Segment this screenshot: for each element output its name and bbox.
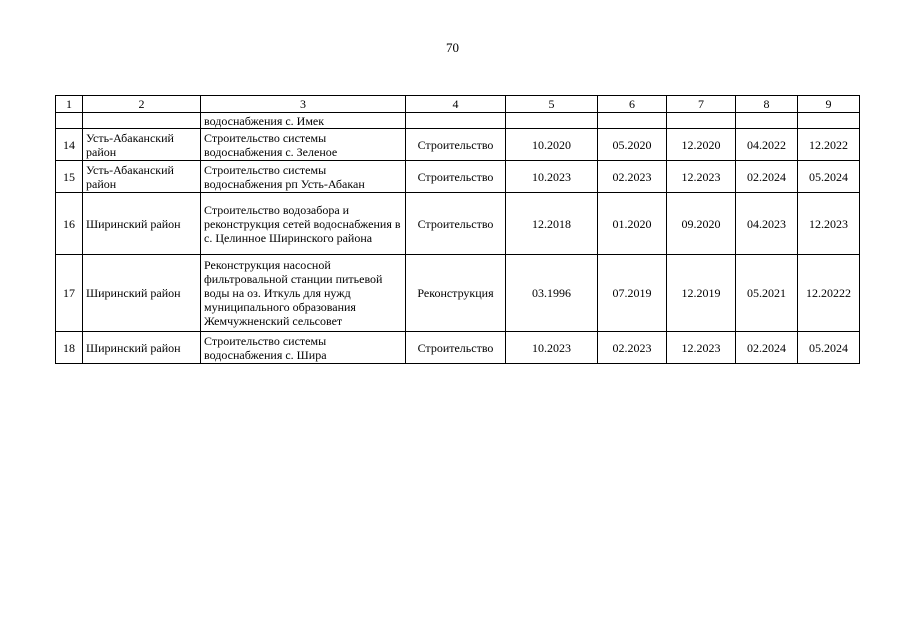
table-cell — [667, 113, 736, 129]
work-type-cell: Строительство — [406, 161, 506, 193]
object-cell: Реконструкция насосной фильтровальной станции питьевой воды на оз. Иткуль для нужд муниципального образования Жемчужненский сельсовет — [201, 255, 406, 332]
object-cell: Строительство системы водоснабжения рп Усть-Абакан — [201, 161, 406, 193]
continuation-row — [56, 113, 860, 129]
object-cell: Строительство системы водоснабжения с. Шира — [201, 332, 406, 364]
header-cell: 3 — [201, 96, 406, 113]
table-row — [56, 255, 860, 332]
date-cell: 07.2019 — [598, 255, 667, 332]
header-cell: 5 — [506, 96, 598, 113]
date-cell: 09.2020 — [667, 193, 736, 255]
header-cell: 4 — [406, 96, 506, 113]
row-number: 17 — [56, 255, 83, 332]
header-cell: 7 — [667, 96, 736, 113]
date-cell: 04.2023 — [736, 193, 798, 255]
date-cell: 04.2022 — [736, 129, 798, 161]
date-cell: 05.2024 — [798, 332, 860, 364]
row-number: 16 — [56, 193, 83, 255]
date-cell: 02.2023 — [598, 332, 667, 364]
date-cell: 10.2020 — [506, 129, 598, 161]
date-cell: 12.2020 — [667, 129, 736, 161]
date-cell: 02.2024 — [736, 161, 798, 193]
district-cell: Ширинский район — [83, 255, 201, 332]
row-number: 15 — [56, 161, 83, 193]
table-cell — [598, 113, 667, 129]
date-cell: 12.2022 — [798, 129, 860, 161]
table-row — [56, 161, 860, 193]
table-cell — [83, 113, 201, 129]
date-cell: 05.2020 — [598, 129, 667, 161]
date-cell: 01.2020 — [598, 193, 667, 255]
work-type-cell: Строительство — [406, 129, 506, 161]
date-cell: 10.2023 — [506, 332, 598, 364]
table-cell — [506, 113, 598, 129]
district-cell: Ширинский район — [83, 193, 201, 255]
district-cell: Усть-Абаканский район — [83, 161, 201, 193]
date-cell: 12.2019 — [667, 255, 736, 332]
table-row — [56, 129, 860, 161]
table-cell — [736, 113, 798, 129]
work-type-cell: Реконструкция — [406, 255, 506, 332]
row-number: 18 — [56, 332, 83, 364]
header-row — [56, 96, 860, 113]
district-cell: Ширинский район — [83, 332, 201, 364]
date-cell: 12.2018 — [506, 193, 598, 255]
header-cell: 2 — [83, 96, 201, 113]
object-cell: Строительство водозабора и реконструкция сетей водоснабжения в с. Целинное Ширинского района — [201, 193, 406, 255]
header-cell: 8 — [736, 96, 798, 113]
date-cell: 05.2021 — [736, 255, 798, 332]
district-cell: Усть-Абаканский район — [83, 129, 201, 161]
schedule-table — [55, 95, 860, 364]
row-number: 14 — [56, 129, 83, 161]
page-number: 70 — [446, 40, 459, 55]
date-cell: 12.20222 — [798, 255, 860, 332]
date-cell: 05.2024 — [798, 161, 860, 193]
table-row — [56, 332, 860, 364]
date-cell: 10.2023 — [506, 161, 598, 193]
date-cell: 12.2023 — [667, 332, 736, 364]
date-cell: 02.2024 — [736, 332, 798, 364]
date-cell: 03.1996 — [506, 255, 598, 332]
table-cell — [56, 113, 83, 129]
header-cell: 1 — [56, 96, 83, 113]
date-cell: 12.2023 — [798, 193, 860, 255]
date-cell: 12.2023 — [667, 161, 736, 193]
table-cell: водоснабжения с. Имек — [201, 113, 406, 129]
date-cell: 02.2023 — [598, 161, 667, 193]
table-cell — [406, 113, 506, 129]
header-cell: 9 — [798, 96, 860, 113]
table-row — [56, 193, 860, 255]
header-cell: 6 — [598, 96, 667, 113]
table-cell — [798, 113, 860, 129]
work-type-cell: Строительство — [406, 332, 506, 364]
object-cell: Строительство системы водоснабжения с. Зеленое — [201, 129, 406, 161]
work-type-cell: Строительство — [406, 193, 506, 255]
